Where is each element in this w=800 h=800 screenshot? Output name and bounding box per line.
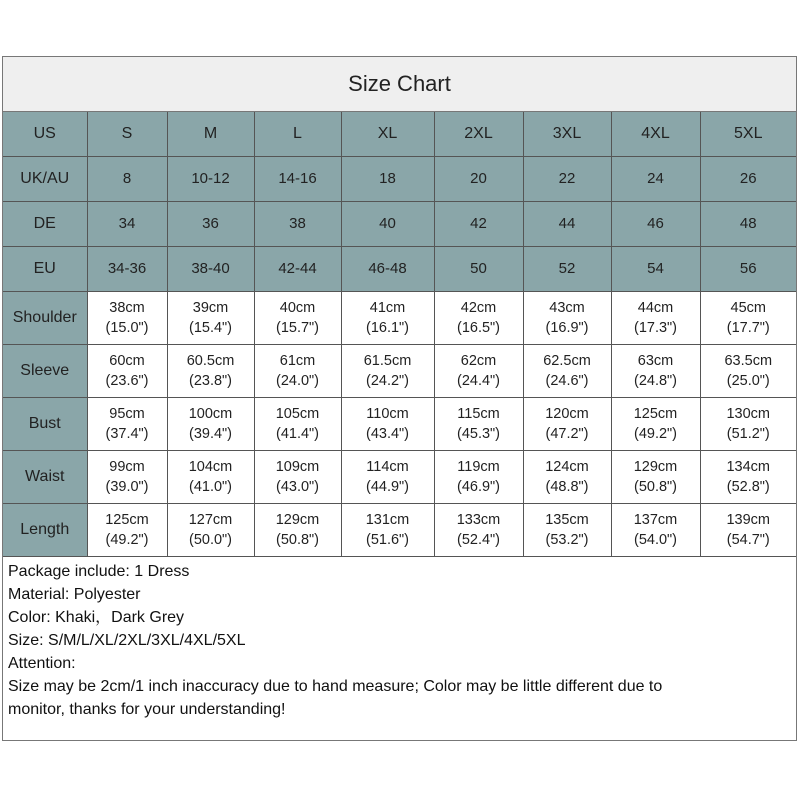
inch-value: (48.8") <box>545 479 589 495</box>
inch-value: (16.9") <box>545 320 589 336</box>
measurement-cell <box>254 398 341 451</box>
size-cell: 46-48 <box>341 247 434 292</box>
size-cell: 3XL <box>523 112 611 157</box>
row-header: DE <box>3 202 87 247</box>
measurement-cell <box>254 345 341 398</box>
inch-value: (44.9") <box>365 479 410 495</box>
inch-value: (41.4") <box>275 426 320 442</box>
measurement-cell <box>434 451 523 504</box>
size-cell: 2XL <box>434 112 523 157</box>
inch-value: (43.4") <box>365 426 410 442</box>
size-cell: 54 <box>611 247 700 292</box>
cm-value: 119cm <box>457 459 500 475</box>
inch-value: (46.9") <box>456 479 501 495</box>
measurement-cell <box>700 398 796 451</box>
size-cell: 42 <box>434 202 523 247</box>
note-line: Package include: 1 Dress <box>8 563 190 580</box>
inch-value: (24.6") <box>545 373 589 389</box>
inch-value: (50.0") <box>188 532 233 548</box>
measurement-cell <box>700 345 796 398</box>
inch-value: (17.3") <box>633 320 678 336</box>
measurement-cell <box>523 451 611 504</box>
inch-value: (23.6") <box>105 373 149 389</box>
measurement-cell <box>611 504 700 557</box>
size-cell: 14-16 <box>254 157 341 202</box>
measurement-cell <box>254 451 341 504</box>
measurement-cell <box>87 345 167 398</box>
cm-value: 133cm <box>456 512 501 528</box>
inch-value: (39.4") <box>188 426 233 442</box>
size-cell: 26 <box>700 157 796 202</box>
size-cell: L <box>254 112 341 157</box>
inch-value: (45.3") <box>456 426 501 442</box>
cm-value: 61cm <box>279 353 316 369</box>
inch-value: (15.4") <box>188 320 233 336</box>
cm-value: 105cm <box>275 406 320 422</box>
inch-value: (25.0") <box>726 373 770 389</box>
inch-value: (52.8") <box>726 479 770 495</box>
cm-value: 127cm <box>188 512 233 528</box>
inch-value: (52.4") <box>456 532 501 548</box>
cm-value: 39cm <box>192 300 229 316</box>
inch-value: (50.8") <box>633 479 678 495</box>
inch-value: (23.8") <box>188 373 233 389</box>
measurement-cell <box>87 292 167 345</box>
measurement-cell <box>167 345 254 398</box>
measurement-cell <box>700 451 796 504</box>
cm-value: 42cm <box>460 300 497 316</box>
size-cell: S <box>87 112 167 157</box>
cm-value: 41cm <box>369 300 406 316</box>
size-row-us <box>3 112 796 157</box>
size-cell: 22 <box>523 157 611 202</box>
inch-value: (54.7") <box>726 532 770 548</box>
measurement-row-waist <box>3 451 796 504</box>
cm-value: 110cm <box>366 406 409 422</box>
size-cell: M <box>167 112 254 157</box>
size-cell: 38 <box>254 202 341 247</box>
inch-value: (54.0") <box>633 532 678 548</box>
row-header: Bust <box>3 398 87 451</box>
measurement-row-sleeve <box>3 345 796 398</box>
note-line: Material: Polyester <box>8 586 141 603</box>
cm-value: 124cm <box>545 459 589 475</box>
inch-value: (16.5") <box>456 320 501 336</box>
row-header: US <box>3 112 87 157</box>
size-cell: 52 <box>523 247 611 292</box>
cm-value: 60cm <box>109 353 145 369</box>
measurement-cell <box>611 451 700 504</box>
inch-value: (24.0") <box>275 373 320 389</box>
size-row-de <box>3 202 796 247</box>
measurement-cell <box>434 292 523 345</box>
inch-value: (53.2") <box>545 532 589 548</box>
inch-value: (15.7") <box>275 320 320 336</box>
inch-value: (43.0") <box>275 479 320 495</box>
row-header: Waist <box>3 451 87 504</box>
cm-value: 125cm <box>633 406 678 422</box>
measurement-cell <box>434 345 523 398</box>
size-cell: 10-12 <box>167 157 254 202</box>
measurement-cell <box>611 398 700 451</box>
cm-value: 139cm <box>726 512 771 528</box>
cm-value: 129cm <box>275 512 320 528</box>
measurement-cell <box>341 292 434 345</box>
size-cell: 5XL <box>700 112 796 157</box>
size-cell: 4XL <box>611 112 700 157</box>
measurement-cell <box>434 504 523 557</box>
cm-value: 134cm <box>726 459 771 475</box>
size-cell: 34-36 <box>87 247 167 292</box>
size-cell: 44 <box>523 202 611 247</box>
cm-value: 63.5cm <box>724 353 773 369</box>
cm-value: 130cm <box>726 406 771 422</box>
measurement-cell <box>254 292 341 345</box>
inch-value: (24.8") <box>633 373 678 389</box>
measurement-cell <box>254 504 341 557</box>
measurement-cell <box>523 398 611 451</box>
cm-value: 62cm <box>460 353 497 369</box>
inch-value: (51.6") <box>365 532 410 548</box>
row-header: UK/AU <box>3 157 87 202</box>
measurement-cell <box>523 345 611 398</box>
cm-value: 60.5cm <box>186 353 235 369</box>
size-cell: 36 <box>167 202 254 247</box>
cm-value: 125cm <box>105 512 149 528</box>
cm-value: 114cm <box>366 459 409 475</box>
cm-value: 43cm <box>549 300 585 316</box>
size-cell: 8 <box>87 157 167 202</box>
size-cell: 48 <box>700 202 796 247</box>
size-cell: 20 <box>434 157 523 202</box>
measurement-row-shoulder <box>3 292 796 345</box>
row-header: Length <box>3 504 87 557</box>
measurement-row-bust <box>3 398 796 451</box>
inch-value: (41.0") <box>188 479 233 495</box>
inch-value: (47.2") <box>545 426 589 442</box>
size-row-eu <box>3 247 796 292</box>
size-cell: 38-40 <box>167 247 254 292</box>
note-line: Color: Khaki，Dark Grey <box>8 609 185 626</box>
row-header: Sleeve <box>3 345 87 398</box>
cm-value: 104cm <box>188 459 233 475</box>
inch-value: (24.4") <box>456 373 501 389</box>
inch-value: (50.8") <box>275 532 320 548</box>
note-line: Attention: <box>8 655 76 672</box>
cm-value: 95cm <box>109 406 145 422</box>
cm-value: 44cm <box>637 300 674 316</box>
row-header: Shoulder <box>3 292 87 345</box>
measurement-cell <box>167 398 254 451</box>
measurement-row-length <box>3 504 796 557</box>
inch-value: (16.1") <box>365 320 410 336</box>
cm-value: 63cm <box>637 353 674 369</box>
measurement-cell <box>167 504 254 557</box>
measurement-cell <box>523 504 611 557</box>
cm-value: 45cm <box>730 300 766 316</box>
product-notes <box>3 557 796 724</box>
size-chart <box>2 56 797 741</box>
inch-value: (37.4") <box>105 426 149 442</box>
cm-value: 109cm <box>275 459 320 475</box>
cm-value: 40cm <box>279 300 316 316</box>
measurement-cell <box>523 292 611 345</box>
measurement-cell <box>87 398 167 451</box>
size-cell: 40 <box>341 202 434 247</box>
size-cell: XL <box>341 112 434 157</box>
note-line: Size may be 2cm/1 inch inaccuracy due to hand measure; Color may be little different due to <box>8 678 663 695</box>
measurement-cell <box>87 451 167 504</box>
inch-value: (49.2") <box>633 426 678 442</box>
size-cell: 42-44 <box>254 247 341 292</box>
row-header: EU <box>3 247 87 292</box>
size-cell: 50 <box>434 247 523 292</box>
measurement-cell <box>341 398 434 451</box>
inch-value: (51.2") <box>726 426 770 442</box>
measurement-cell <box>700 292 796 345</box>
cm-value: 100cm <box>188 406 233 422</box>
chart-title: Size Chart <box>3 57 796 112</box>
measurement-cell <box>167 292 254 345</box>
size-cell: 18 <box>341 157 434 202</box>
measurement-cell <box>434 398 523 451</box>
measurement-cell <box>700 504 796 557</box>
size-cell: 34 <box>87 202 167 247</box>
cm-value: 38cm <box>109 300 145 316</box>
cm-value: 115cm <box>457 406 500 422</box>
inch-value: (49.2") <box>105 532 149 548</box>
cm-value: 131cm <box>365 512 410 528</box>
measurement-cell <box>611 292 700 345</box>
size-table <box>3 112 796 557</box>
inch-value: (17.7") <box>726 320 770 336</box>
measurement-cell <box>167 451 254 504</box>
cm-value: 62.5cm <box>543 353 591 369</box>
cm-value: 61.5cm <box>363 353 412 369</box>
size-row-uk-au <box>3 157 796 202</box>
inch-value: (39.0") <box>105 479 149 495</box>
measurement-cell <box>341 345 434 398</box>
note-line: Size: S/M/L/XL/2XL/3XL/4XL/5XL <box>8 632 246 649</box>
inch-value: (15.0") <box>105 320 149 336</box>
size-cell: 56 <box>700 247 796 292</box>
measurement-cell <box>341 504 434 557</box>
measurement-cell <box>341 451 434 504</box>
inch-value: (24.2") <box>365 373 410 389</box>
measurement-cell <box>87 504 167 557</box>
size-cell: 46 <box>611 202 700 247</box>
cm-value: 120cm <box>545 406 589 422</box>
cm-value: 137cm <box>633 512 678 528</box>
cm-value: 99cm <box>109 459 145 475</box>
measurement-cell <box>611 345 700 398</box>
size-cell: 24 <box>611 157 700 202</box>
cm-value: 129cm <box>633 459 678 475</box>
note-line: monitor, thanks for your understanding! <box>8 701 286 718</box>
cm-value: 135cm <box>545 512 589 528</box>
